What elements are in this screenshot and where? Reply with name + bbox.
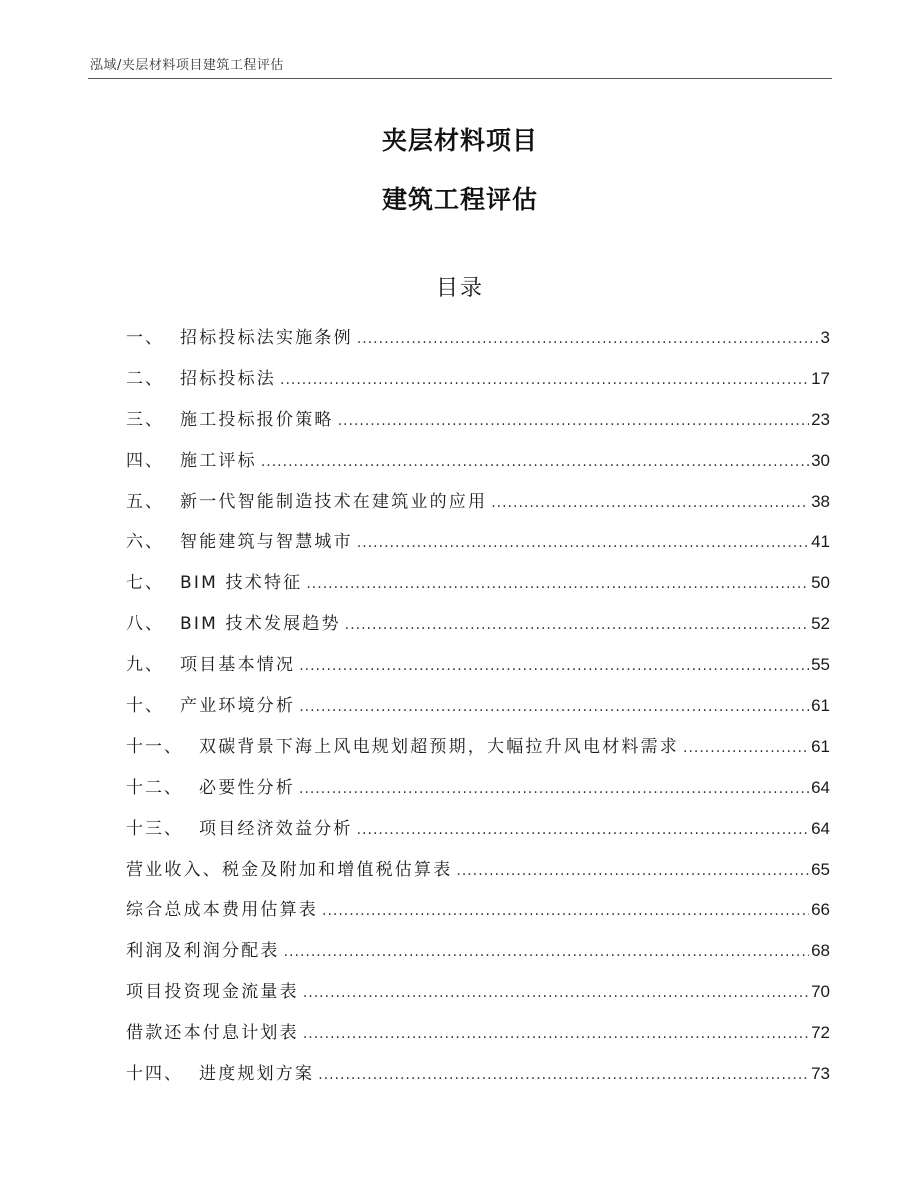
toc-entry-label: 利润及利润分配表 <box>126 941 280 962</box>
toc-entry-page-number: 55 <box>811 655 830 675</box>
toc-dot-leader <box>284 944 809 960</box>
toc-entry-separator: 、 <box>145 696 162 717</box>
toc-dot-leader <box>357 331 819 347</box>
toc-entry-number: 三 <box>126 409 145 430</box>
toc-dot-leader <box>322 903 809 919</box>
toc-entry-page-number: 66 <box>811 900 830 920</box>
toc-entry-separator: 、 <box>164 777 181 798</box>
toc-entry-label: 项目基本情况 <box>180 655 296 676</box>
toc-entry[interactable] <box>126 732 830 773</box>
toc-entry-separator: 、 <box>145 328 162 348</box>
toc-entry-label: 必要性分析 <box>199 777 295 798</box>
toc-entry-label: 项目投资现金流量表 <box>126 982 299 1003</box>
toc-entry-number: 四 <box>126 450 145 471</box>
toc-dot-leader <box>491 495 809 511</box>
toc-entry-number: 十二 <box>126 777 164 798</box>
toc-entry[interactable] <box>126 527 830 568</box>
toc-entry-label: 营业收入、税金及附加和增值税估算表 <box>126 859 453 880</box>
table-of-contents <box>126 323 830 1100</box>
toc-dot-leader <box>299 699 809 715</box>
toc-entry-page-number: 70 <box>811 982 830 1002</box>
toc-entry[interactable] <box>126 609 830 650</box>
toc-entry-page-number: 50 <box>811 573 830 593</box>
toc-entry-page-number: 68 <box>811 941 830 961</box>
toc-entry-page-number: 3 <box>820 328 830 347</box>
toc-entry-label: 新一代智能制造技术在建筑业的应用 <box>180 491 488 512</box>
toc-dot-leader <box>299 781 809 797</box>
toc-entry-separator: 、 <box>145 573 162 594</box>
toc-entry-page-number: 64 <box>811 777 830 797</box>
toc-entry-number: 十三 <box>126 818 164 839</box>
toc-dot-leader <box>303 985 809 1001</box>
toc-entry[interactable] <box>126 1018 830 1059</box>
toc-entry-page-number: 30 <box>811 450 830 470</box>
toc-entry-label: 施工评标 <box>180 450 257 471</box>
toc-dot-leader <box>303 1026 809 1042</box>
toc-entry-label: 招标投标法 <box>180 368 276 389</box>
toc-entry-separator: 、 <box>145 409 162 430</box>
toc-entry[interactable] <box>126 691 830 732</box>
document-title-line-1: 夹层材料项目 <box>381 126 538 155</box>
toc-entry-page-number: 73 <box>811 1064 830 1084</box>
toc-entry[interactable] <box>126 487 830 528</box>
toc-entry[interactable] <box>126 323 830 364</box>
toc-entry-label: 招标投标法实施条例 <box>180 328 353 348</box>
toc-entry-separator: 、 <box>145 532 162 553</box>
toc-entry-label: 施工投标报价策略 <box>180 409 334 430</box>
toc-entry-number: 五 <box>126 491 145 512</box>
toc-entry-number: 十四 <box>126 1064 164 1085</box>
toc-dot-leader <box>357 535 809 551</box>
toc-entry-page-number: 65 <box>811 859 830 879</box>
document-title-line-2: 建筑工程评估 <box>381 185 538 214</box>
toc-entry-number: 一 <box>126 328 145 348</box>
toc-entry-separator: 、 <box>145 368 162 389</box>
toc-entry-separator: 、 <box>145 655 162 676</box>
toc-entry-page-number: 64 <box>811 818 830 838</box>
toc-entry-page-number: 17 <box>811 368 830 388</box>
toc-dot-leader <box>357 822 809 838</box>
header-divider <box>88 78 832 79</box>
toc-dot-leader <box>338 413 809 429</box>
toc-entry-separator: 、 <box>164 736 181 757</box>
toc-entry-page-number: 38 <box>811 491 830 511</box>
toc-entry-separator: 、 <box>145 491 162 512</box>
toc-entry[interactable] <box>126 977 830 1018</box>
toc-entry-number: 十 <box>126 696 145 717</box>
running-header: 泓域/夹层材料项目建筑工程评估 <box>90 58 284 73</box>
toc-entry-label: BIM 技术发展趋势 <box>180 614 341 635</box>
toc-entry[interactable] <box>126 1059 830 1100</box>
toc-entry[interactable] <box>126 568 830 609</box>
toc-entry-page-number: 72 <box>811 1023 830 1043</box>
toc-entry-number: 七 <box>126 573 145 594</box>
toc-entry-label: 项目经济效益分析 <box>199 818 353 839</box>
toc-entry[interactable] <box>126 650 830 691</box>
toc-entry-page-number: 52 <box>811 614 830 634</box>
toc-entry-label: 智能建筑与智慧城市 <box>180 532 353 553</box>
toc-entry-number: 六 <box>126 532 145 553</box>
toc-dot-leader <box>306 576 809 592</box>
toc-dot-leader <box>683 740 809 756</box>
toc-entry-separator: 、 <box>145 450 162 471</box>
toc-entry-separator: 、 <box>164 1064 181 1085</box>
toc-entry-number: 二 <box>126 368 145 389</box>
toc-entry-label: 产业环境分析 <box>180 696 296 717</box>
toc-dot-leader <box>345 617 809 633</box>
toc-entry-page-number: 23 <box>811 409 830 429</box>
toc-entry-number: 十一 <box>126 736 164 757</box>
toc-heading: 目录 <box>435 276 484 301</box>
toc-dot-leader <box>299 658 809 674</box>
toc-entry[interactable] <box>126 405 830 446</box>
toc-entry-page-number: 41 <box>811 532 830 552</box>
toc-entry-label: 双碳背景下海上风电规划超预期，大幅拉升风电材料需求 <box>199 736 679 757</box>
toc-entry[interactable] <box>126 446 830 487</box>
toc-entry[interactable] <box>126 895 830 936</box>
toc-dot-leader <box>261 454 809 470</box>
toc-entry-label: 进度规划方案 <box>199 1064 315 1085</box>
toc-entry-label: 借款还本付息计划表 <box>126 1023 299 1044</box>
toc-entry[interactable] <box>126 773 830 814</box>
toc-entry-label: 综合总成本费用估算表 <box>126 900 318 921</box>
toc-dot-leader <box>280 372 809 388</box>
toc-entry-number: 九 <box>126 655 145 676</box>
toc-entry-page-number: 61 <box>811 696 830 716</box>
toc-entry-label: BIM 技术特征 <box>180 573 303 594</box>
toc-entry-number: 八 <box>126 614 145 635</box>
toc-dot-leader <box>318 1067 809 1083</box>
toc-entry[interactable] <box>126 364 830 405</box>
toc-entry-page-number: 61 <box>811 736 830 756</box>
toc-entry[interactable] <box>126 855 830 896</box>
toc-entry[interactable] <box>126 814 830 855</box>
toc-entry[interactable] <box>126 936 830 977</box>
toc-entry-separator: 、 <box>145 614 162 635</box>
toc-entry-separator: 、 <box>164 818 181 839</box>
toc-dot-leader <box>456 863 809 879</box>
